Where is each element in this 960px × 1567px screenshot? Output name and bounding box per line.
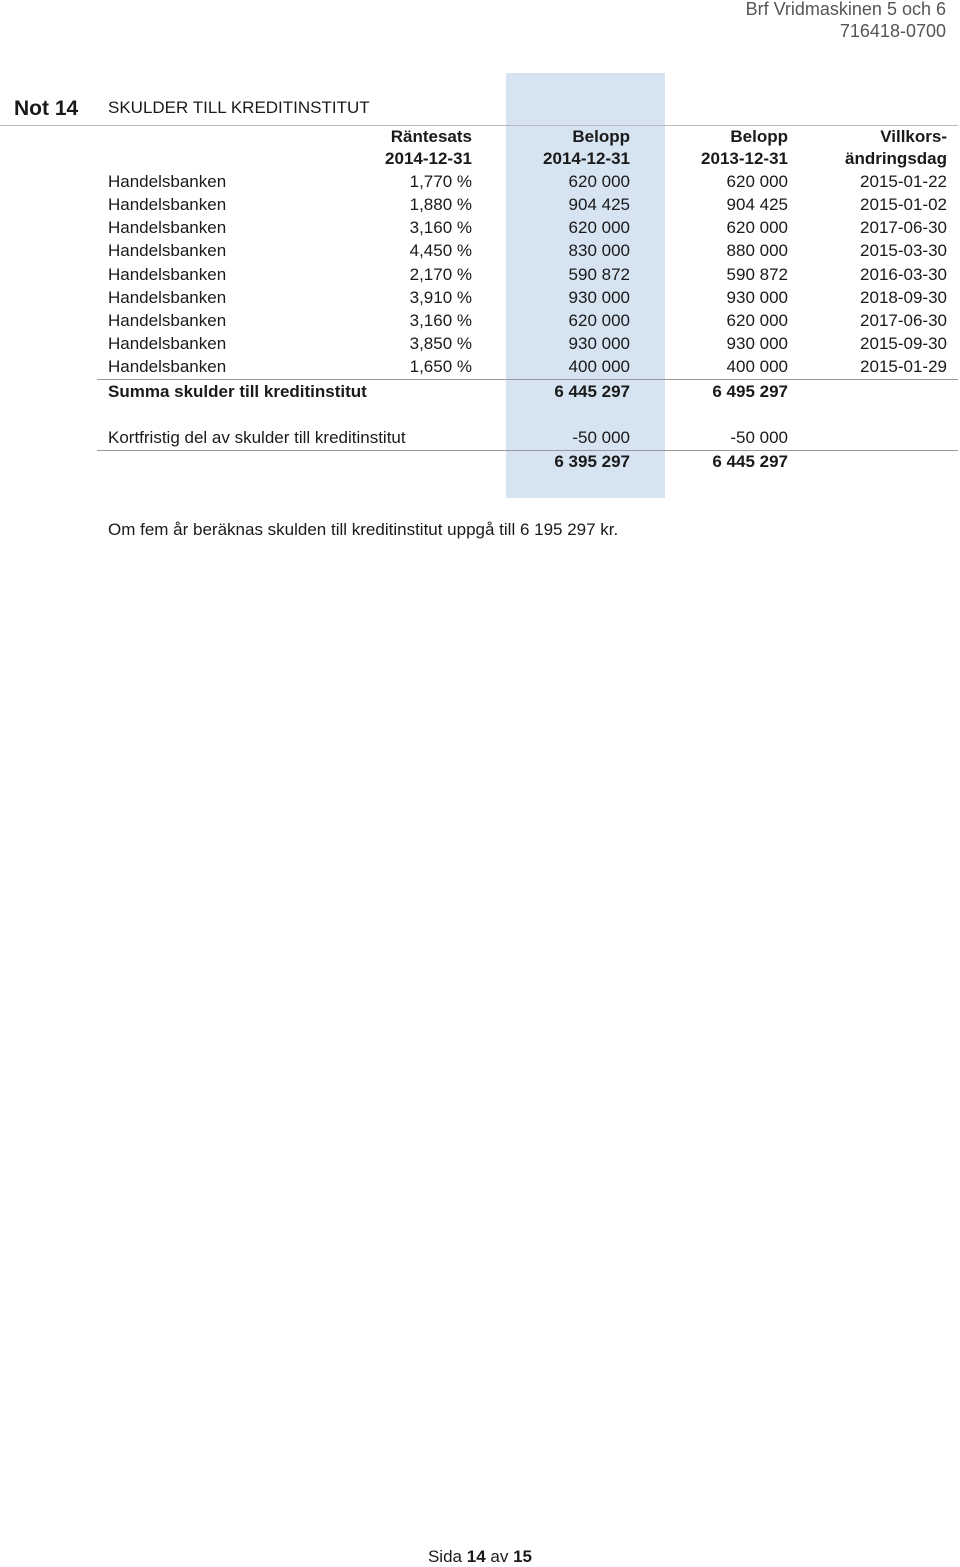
row-change-date: 2018-09-30 <box>860 288 947 307</box>
row-rate: 3,160 % <box>409 311 472 330</box>
long-term-divider <box>97 450 958 451</box>
row-amount-2014: 620 000 <box>568 172 630 191</box>
row-rate: 1,650 % <box>409 357 472 376</box>
note-title: SKULDER TILL KREDITINSTITUT <box>108 98 370 117</box>
row-rate: 2,170 % <box>409 265 472 284</box>
row-amount-2014: 620 000 <box>568 311 630 330</box>
total-label: Summa skulder till kreditinstitut <box>108 382 367 401</box>
row-change-date: 2015-03-30 <box>860 241 947 260</box>
header-rate-line1: Räntesats <box>390 127 472 146</box>
title-divider <box>0 125 958 126</box>
row-change-date: 2015-01-22 <box>860 172 947 191</box>
footnote: Om fem år beräknas skulden till kreditinstitut uppgå till 6 195 297 kr. <box>108 520 619 539</box>
header-amount-2014-line1: Belopp <box>572 127 630 146</box>
row-lender: Handelsbanken <box>108 218 227 237</box>
row-lender: Handelsbanken <box>108 241 227 260</box>
row-amount-2013: 400 000 <box>726 357 788 376</box>
pager-separator: av <box>490 1547 509 1566</box>
row-amount-2014: 930 000 <box>568 288 630 307</box>
long-term-amount-2014: 6 395 297 <box>554 452 630 471</box>
long-term-amount-2013: 6 445 297 <box>712 452 788 471</box>
row-amount-2013: 904 425 <box>726 195 788 214</box>
row-amount-2014: 830 000 <box>568 241 630 260</box>
row-lender: Handelsbanken <box>108 288 227 307</box>
header-change-date-line2: ändringsdag <box>844 149 947 168</box>
total-divider <box>97 379 958 380</box>
row-lender: Handelsbanken <box>108 311 227 330</box>
row-rate: 1,880 % <box>409 195 472 214</box>
row-amount-2014: 904 425 <box>568 195 630 214</box>
total-amount-2013: 6 495 297 <box>712 382 788 401</box>
row-rate: 3,910 % <box>409 288 472 307</box>
header-rate-line2: 2014-12-31 <box>385 149 472 168</box>
pager-current: 14 <box>466 1547 486 1566</box>
note-label: Not 14 <box>14 97 79 120</box>
row-rate: 4,450 % <box>409 241 472 260</box>
row-amount-2013: 930 000 <box>726 288 788 307</box>
row-lender: Handelsbanken <box>108 195 227 214</box>
row-amount-2014: 590 872 <box>568 265 630 284</box>
row-change-date: 2015-01-02 <box>860 195 947 214</box>
short-term-amount-2014: -50 000 <box>572 428 630 447</box>
row-amount-2013: 930 000 <box>726 334 788 353</box>
row-amount-2013: 590 872 <box>726 265 788 284</box>
header-change-date-line1: Villkors- <box>880 127 947 146</box>
row-lender: Handelsbanken <box>108 334 227 353</box>
row-amount-2014: 620 000 <box>568 218 630 237</box>
org-number: 716418-0700 <box>839 21 946 41</box>
pager-prefix: Sida <box>427 1547 462 1566</box>
row-amount-2013: 880 000 <box>726 241 788 260</box>
row-change-date: 2016-03-30 <box>860 265 947 284</box>
row-rate: 3,850 % <box>409 334 472 353</box>
row-change-date: 2015-01-29 <box>860 357 947 376</box>
org-name: Brf Vridmaskinen 5 och 6 <box>745 0 946 19</box>
header-amount-2013-line1: Belopp <box>730 127 788 146</box>
short-term-amount-2013: -50 000 <box>730 428 788 447</box>
row-lender: Handelsbanken <box>108 357 227 376</box>
header-amount-2013-line2: 2013-12-31 <box>701 149 788 168</box>
row-change-date: 2017-06-30 <box>860 218 947 237</box>
row-amount-2014: 400 000 <box>568 357 630 376</box>
total-amount-2014: 6 445 297 <box>554 382 630 401</box>
row-rate: 1,770 % <box>409 172 472 191</box>
pager-total: 15 <box>513 1547 533 1566</box>
row-change-date: 2015-09-30 <box>860 334 947 353</box>
row-amount-2013: 620 000 <box>726 311 788 330</box>
header-amount-2014-line2: 2014-12-31 <box>543 149 630 168</box>
row-lender: Handelsbanken <box>108 265 227 284</box>
row-amount-2014: 930 000 <box>568 334 630 353</box>
row-lender: Handelsbanken <box>108 172 227 191</box>
row-change-date: 2017-06-30 <box>860 311 947 330</box>
row-amount-2013: 620 000 <box>726 218 788 237</box>
row-rate: 3,160 % <box>409 218 472 237</box>
row-amount-2013: 620 000 <box>726 172 788 191</box>
short-term-label: Kortfristig del av skulder till kreditinstitut <box>108 428 406 447</box>
page-indicator <box>0 1547 960 1567</box>
